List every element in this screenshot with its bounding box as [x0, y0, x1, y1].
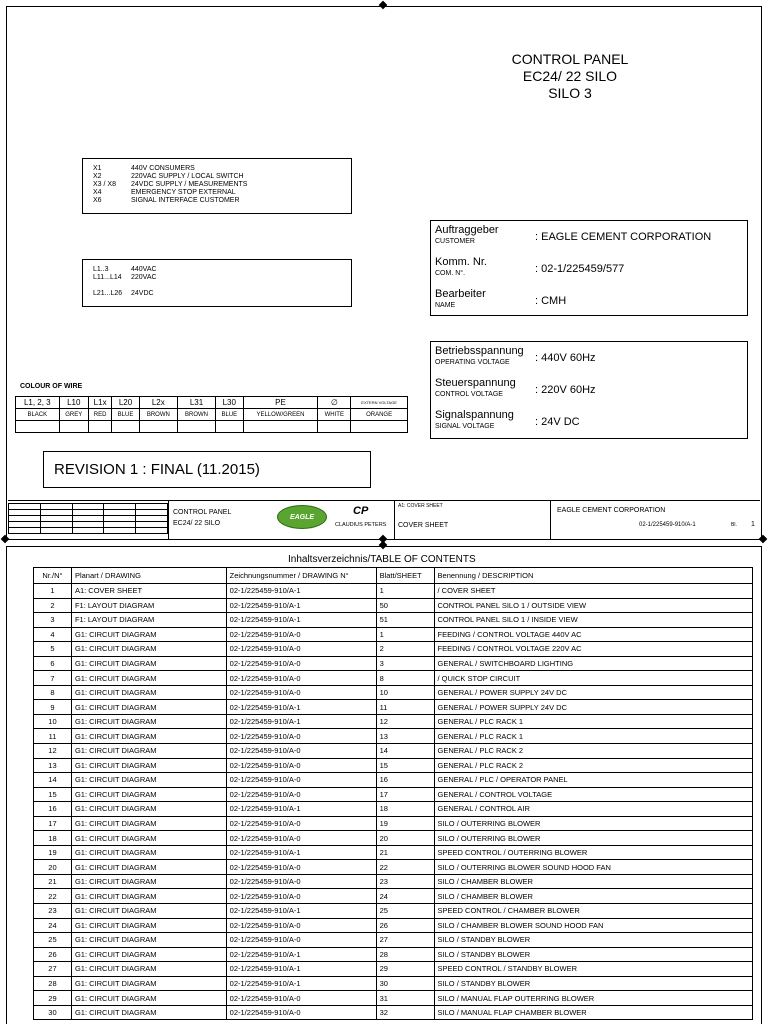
- wire-label: L20: [112, 397, 139, 409]
- toc-description: SILO / CHAMBER BLOWER: [434, 874, 752, 889]
- terminal-row: [93, 173, 247, 181]
- toc-description: GENERAL / PLC RACK 1: [434, 729, 752, 744]
- toc-number: 16: [34, 802, 72, 817]
- table-row: [34, 947, 753, 962]
- toc-number: 8: [34, 685, 72, 700]
- wire-label: L1, 2, 3: [16, 397, 60, 409]
- toc-sheet: 3: [376, 656, 434, 671]
- toc-sheet: 23: [376, 874, 434, 889]
- toc-drawing-number: 02-1/225459-910/A-1: [226, 598, 376, 613]
- toc-drawing-number: 02-1/225459-910/A-0: [226, 991, 376, 1006]
- toc-sheet: 13: [376, 729, 434, 744]
- toc-number: 24: [34, 918, 72, 933]
- wire-colour: BLACK: [16, 409, 60, 421]
- toc-drawing-type: G1: CIRCUIT DIAGRAM: [71, 773, 226, 788]
- toc-description: SILO / CHAMBER BLOWER SOUND HOOD FAN: [434, 918, 752, 933]
- toc-sheet: 29: [376, 962, 434, 977]
- table-row: [34, 802, 753, 817]
- toc-drawing-number: 02-1/225459-910/A-1: [226, 947, 376, 962]
- toc-drawing-number: 02-1/225459-910/A-0: [226, 816, 376, 831]
- toc-drawing-number: 02-1/225459-910/A-0: [226, 933, 376, 948]
- toc-drawing-number: 02-1/225459-910/A-0: [226, 787, 376, 802]
- toc-description: SILO / STANDBY BLOWER: [434, 947, 752, 962]
- table-row: [34, 613, 753, 628]
- toc-description: GENERAL / PLC RACK 2: [434, 744, 752, 759]
- toc-description: GENERAL / CONTROL AIR: [434, 802, 752, 817]
- revision-box: [43, 451, 371, 488]
- table-row: [34, 874, 753, 889]
- table-row: [34, 976, 753, 991]
- wire-colour: GREY: [59, 409, 88, 421]
- toc-drawing-number: 02-1/225459-910/A-0: [226, 874, 376, 889]
- customer-row: [431, 221, 747, 253]
- table-row: [34, 845, 753, 860]
- tb-sheet-ref: A1: COVER SHEET: [398, 503, 443, 509]
- table-row: [34, 918, 753, 933]
- toc-sheet: 24: [376, 889, 434, 904]
- toc-number: 13: [34, 758, 72, 773]
- toc-sheet: 18: [376, 802, 434, 817]
- terminal-desc: 24VDC SUPPLY / MEASUREMENTS: [131, 181, 248, 188]
- toc-drawing-number: 02-1/225459-910/A-0: [226, 627, 376, 642]
- toc-number: 9: [34, 700, 72, 715]
- toc-sheet: 30: [376, 976, 434, 991]
- toc-drawing-number: 02-1/225459-910/A-0: [226, 685, 376, 700]
- terminal-row: [93, 197, 247, 205]
- toc-drawing-type: G1: CIRCUIT DIAGRAM: [71, 671, 226, 686]
- toc-sheet: 22: [376, 860, 434, 875]
- toc-description: GENERAL / PLC RACK 2: [434, 758, 752, 773]
- terminal-desc: EMERGENCY STOP EXTERNAL: [131, 189, 236, 196]
- toc-number: 4: [34, 627, 72, 642]
- toc-drawing-number: 02-1/225459-910/A-0: [226, 1005, 376, 1020]
- toc-description: FEEDING / CONTROL VOLTAGE 440V AC: [434, 627, 752, 642]
- toc-col-header: Nr./N°: [34, 568, 72, 584]
- toc-drawing-number: 02-1/225459-910/A-1: [226, 976, 376, 991]
- wire-label: L2x: [139, 397, 177, 409]
- voltage-desc: 220VAC: [131, 274, 157, 281]
- toc-drawing-number: 02-1/225459-910/A-0: [226, 729, 376, 744]
- toc-sheet: 19: [376, 816, 434, 831]
- toc-number: 18: [34, 831, 72, 846]
- toc-sheet: 32: [376, 1005, 434, 1020]
- info-label-de: Signalspannung: [435, 409, 514, 421]
- toc-drawing-number: 02-1/225459-910/A-0: [226, 671, 376, 686]
- terminal-desc: 440V CONSUMERS: [131, 165, 195, 172]
- toc-drawing-number: 02-1/225459-910/A-1: [226, 584, 376, 599]
- terminal-code: X6: [93, 197, 102, 204]
- info-label-de: Bearbeiter: [435, 288, 486, 300]
- table-row: [34, 642, 753, 657]
- toc-description: SILO / MANUAL FLAP OUTERRING BLOWER: [434, 991, 752, 1006]
- toc-drawing-type: G1: CIRCUIT DIAGRAM: [71, 976, 226, 991]
- toc-drawing-type: G1: CIRCUIT DIAGRAM: [71, 685, 226, 700]
- toc-drawing-number: 02-1/225459-910/A-0: [226, 918, 376, 933]
- table-row: [34, 700, 753, 715]
- toc-drawing-type: G1: CIRCUIT DIAGRAM: [71, 642, 226, 657]
- toc-description: SPEED CONTROL / CHAMBER BLOWER: [434, 904, 752, 919]
- toc-sheet: 2: [376, 642, 434, 657]
- toc-header-row: [34, 568, 753, 584]
- toc-drawing-number: 02-1/225459-910/A-1: [226, 962, 376, 977]
- toc-description: GENERAL / PLC RACK 1: [434, 714, 752, 729]
- toc-drawing-number: 02-1/225459-910/A-1: [226, 700, 376, 715]
- toc-number: 15: [34, 787, 72, 802]
- wire-label: L31: [177, 397, 215, 409]
- cp-logo: CP: [353, 505, 369, 517]
- info-label-de: Steuerspannung: [435, 377, 516, 389]
- toc-sheet: 21: [376, 845, 434, 860]
- tb-sheet-no: 1: [751, 521, 755, 528]
- voltage-code: L11...L14: [93, 274, 122, 281]
- info-label-en: NAME: [435, 302, 456, 309]
- tb-customer: EAGLE CEMENT CORPORATION: [557, 507, 666, 514]
- panel-title: [500, 51, 640, 102]
- toc-drawing-number: 02-1/225459-910/A-0: [226, 860, 376, 875]
- toc-col-header: Zeichnungsnummer / DRAWING N°: [226, 568, 376, 584]
- toc-number: 5: [34, 642, 72, 657]
- toc-drawing-number: 02-1/225459-910/A-1: [226, 845, 376, 860]
- toc-drawing-number: 02-1/225459-910/A-0: [226, 889, 376, 904]
- revision-text: REVISION 1 : FINAL (11.2015): [54, 461, 260, 478]
- toc-number: 3: [34, 613, 72, 628]
- wire-label: EXTERN VOLTAGE: [351, 397, 408, 409]
- terminal-code: X3 / X8: [93, 181, 116, 188]
- voltage-desc: 440VAC: [131, 266, 157, 273]
- toc-drawing-type: G1: CIRCUIT DIAGRAM: [71, 816, 226, 831]
- info-label-en: COM. N°.: [435, 270, 466, 277]
- toc-number: 12: [34, 744, 72, 759]
- info-label-de: Betriebsspannung: [435, 345, 524, 357]
- toc-drawing-type: G1: CIRCUIT DIAGRAM: [71, 831, 226, 846]
- table-row: [34, 889, 753, 904]
- table-row: [34, 758, 753, 773]
- wire-colour: BLUE: [112, 409, 139, 421]
- toc-drawing-type: G1: CIRCUIT DIAGRAM: [71, 802, 226, 817]
- toc-description: SILO / STANDBY BLOWER: [434, 933, 752, 948]
- toc-drawing-number: 02-1/225459-910/A-1: [226, 714, 376, 729]
- control-voltage-row: [431, 374, 747, 406]
- terminal-desc: SIGNAL INTERFACE CUSTOMER: [131, 197, 240, 204]
- table-row: [34, 1005, 753, 1020]
- info-label-de: Komm. Nr.: [435, 256, 487, 268]
- wire-colour: BLUE: [216, 409, 243, 421]
- terminal-desc: 220VAC SUPPLY / LOCAL SWITCH: [131, 173, 244, 180]
- wire-colour: YELLOW/GREEN: [243, 409, 318, 421]
- eagle-logo-text: EAGLE: [289, 514, 315, 521]
- border-marker: [759, 535, 767, 543]
- toc-sheet: 12: [376, 714, 434, 729]
- toc-drawing-type: G1: CIRCUIT DIAGRAM: [71, 758, 226, 773]
- toc-description: SILO / OUTERRING BLOWER SOUND HOOD FAN: [434, 860, 752, 875]
- toc-number: 30: [34, 1005, 72, 1020]
- toc-drawing-type: G1: CIRCUIT DIAGRAM: [71, 889, 226, 904]
- toc-number: 23: [34, 904, 72, 919]
- voltage-row: [93, 290, 157, 298]
- terminals-box: [82, 158, 352, 214]
- info-value: : 02-1/225459/577: [535, 263, 625, 275]
- tb-panel-subtitle: EC24/ 22 SILO: [173, 520, 221, 527]
- toc-number: 2: [34, 598, 72, 613]
- toc-sheet: 10: [376, 685, 434, 700]
- title-block: [8, 500, 760, 538]
- toc-drawing-type: A1: COVER SHEET: [71, 584, 226, 599]
- toc-description: GENERAL / CONTROL VOLTAGE: [434, 787, 752, 802]
- toc-drawing-number: 02-1/225459-910/A-0: [226, 773, 376, 788]
- toc-drawing-number: 02-1/225459-910/A-0: [226, 758, 376, 773]
- toc-drawing-number: 02-1/225459-910/A-1: [226, 802, 376, 817]
- toc-sheet: 11: [376, 700, 434, 715]
- wire-label: L30: [216, 397, 243, 409]
- table-row: [34, 744, 753, 759]
- eagle-logo: [277, 505, 327, 529]
- toc-title: Inhaltsverzeichnis/TABLE OF CONTENTS: [288, 554, 476, 565]
- toc-drawing-type: F1: LAYOUT DIAGRAM: [71, 613, 226, 628]
- info-label-en: CUSTOMER: [435, 238, 475, 245]
- toc-col-header: Benennung / DESCRIPTION: [434, 568, 752, 584]
- voltage-row: [93, 266, 157, 274]
- title-block-customer: [550, 501, 760, 539]
- toc-drawing-number: 02-1/225459-910/A-0: [226, 744, 376, 759]
- toc-number: 14: [34, 773, 72, 788]
- toc-number: 6: [34, 656, 72, 671]
- toc-sheet: 25: [376, 904, 434, 919]
- toc-sheet: 51: [376, 613, 434, 628]
- panel-title-line: CONTROL PANEL: [511, 51, 629, 67]
- wire-label: L1x: [88, 397, 111, 409]
- colour-of-wire-title: COLOUR OF WIRE: [20, 383, 83, 390]
- terminals-list: [93, 165, 247, 205]
- toc-drawing-type: G1: CIRCUIT DIAGRAM: [71, 627, 226, 642]
- table-row: [34, 598, 753, 613]
- tb-sheet-name: COVER SHEET: [398, 522, 449, 529]
- toc-sheet: 17: [376, 787, 434, 802]
- terminal-row: [93, 181, 247, 189]
- toc-description: SILO / OUTERRING BLOWER: [434, 816, 752, 831]
- signal-voltage-row: [431, 406, 747, 438]
- wire-colour: RED: [88, 409, 111, 421]
- wire-label: ∅: [318, 397, 351, 409]
- toc-sheet: 31: [376, 991, 434, 1006]
- toc-drawing-type: F1: LAYOUT DIAGRAM: [71, 598, 226, 613]
- commission-row: [431, 253, 747, 285]
- info-value: : CMH: [535, 295, 567, 307]
- wire-colour: ORANGE: [351, 409, 408, 421]
- toc-sheet: 1: [376, 627, 434, 642]
- table-row: [34, 831, 753, 846]
- toc-description: SILO / CHAMBER BLOWER: [434, 889, 752, 904]
- toc-drawing-number: 02-1/225459-910/A-1: [226, 904, 376, 919]
- table-row: [34, 729, 753, 744]
- info-label-de: Auftraggeber: [435, 224, 499, 236]
- toc-number: 22: [34, 889, 72, 904]
- toc-drawing-type: G1: CIRCUIT DIAGRAM: [71, 918, 226, 933]
- toc-drawing-number: 02-1/225459-910/A-0: [226, 656, 376, 671]
- voltage-code: L1..3: [93, 266, 109, 273]
- toc-drawing-type: G1: CIRCUIT DIAGRAM: [71, 729, 226, 744]
- toc-number: 20: [34, 860, 72, 875]
- toc-drawing-type: G1: CIRCUIT DIAGRAM: [71, 947, 226, 962]
- toc-sheet: 16: [376, 773, 434, 788]
- toc-sheet: 8: [376, 671, 434, 686]
- toc-sheet: 28: [376, 947, 434, 962]
- info-label-en: OPERATING VOLTAGE: [435, 359, 510, 366]
- toc-number: 25: [34, 933, 72, 948]
- terminal-code: X1: [93, 165, 102, 172]
- table-row: [34, 904, 753, 919]
- table-row: [34, 860, 753, 875]
- toc-drawing-type: G1: CIRCUIT DIAGRAM: [71, 962, 226, 977]
- toc-description: SPEED CONTROL / STANDBY BLOWER: [434, 962, 752, 977]
- table-row: [34, 671, 753, 686]
- toc-drawing-type: G1: CIRCUIT DIAGRAM: [71, 744, 226, 759]
- title-block-panel: [168, 501, 400, 539]
- wire-label-row: [16, 397, 408, 409]
- toc-number: 10: [34, 714, 72, 729]
- table-row: [34, 584, 753, 599]
- toc-number: 26: [34, 947, 72, 962]
- toc-description: SPEED CONTROL / OUTERRING BLOWER: [434, 845, 752, 860]
- terminal-code: X4: [93, 189, 102, 196]
- toc-number: 27: [34, 962, 72, 977]
- voltage-list: [93, 266, 157, 298]
- toc-sheet: 27: [376, 933, 434, 948]
- toc-sheet: 14: [376, 744, 434, 759]
- toc-col-header: Planart / DRAWING: [71, 568, 226, 584]
- toc-drawing-type: G1: CIRCUIT DIAGRAM: [71, 845, 226, 860]
- voltage-info-box: [430, 341, 748, 439]
- wire-colour: BROWN: [139, 409, 177, 421]
- toc-drawing-type: G1: CIRCUIT DIAGRAM: [71, 991, 226, 1006]
- table-row: [34, 816, 753, 831]
- terminal-row: [93, 189, 247, 197]
- toc-drawing-type: G1: CIRCUIT DIAGRAM: [71, 933, 226, 948]
- cp-name: CLAUDIUS PETERS: [335, 522, 387, 528]
- toc-number: 7: [34, 671, 72, 686]
- operating-voltage-row: [431, 342, 747, 374]
- toc-sheet: 1: [376, 584, 434, 599]
- wire-empty-row: [16, 421, 408, 433]
- toc-description: CONTROL PANEL SILO 1 / OUTSIDE VIEW: [434, 598, 752, 613]
- wire-colour: BROWN: [177, 409, 215, 421]
- toc-drawing-type: G1: CIRCUIT DIAGRAM: [71, 860, 226, 875]
- voltage-desc: 24VDC: [131, 290, 154, 297]
- table-row: [34, 962, 753, 977]
- voltage-row: [93, 274, 157, 282]
- toc-description: / QUICK STOP CIRCUIT: [434, 671, 752, 686]
- voltage-code: L21...L26: [93, 290, 123, 297]
- toc-description: SILO / STANDBY BLOWER: [434, 976, 752, 991]
- toc-sheet: 15: [376, 758, 434, 773]
- toc-description: SILO / MANUAL FLAP CHAMBER BLOWER: [434, 1005, 752, 1020]
- colour-of-wire-table: [15, 396, 408, 433]
- terminal-row: [93, 165, 247, 173]
- toc-description: GENERAL / POWER SUPPLY 24V DC: [434, 685, 752, 700]
- toc-drawing-type: G1: CIRCUIT DIAGRAM: [71, 874, 226, 889]
- toc-drawing-type: G1: CIRCUIT DIAGRAM: [71, 1005, 226, 1020]
- info-label-en: CONTROL VOLTAGE: [435, 391, 503, 398]
- table-row: [34, 714, 753, 729]
- title-block-sheet: [394, 501, 550, 539]
- table-row: [34, 627, 753, 642]
- toc-number: 19: [34, 845, 72, 860]
- wire-colour: WHITE: [318, 409, 351, 421]
- toc-table: [33, 567, 753, 1020]
- toc-number: 21: [34, 874, 72, 889]
- toc-description: GENERAL / PLC / OPERATOR PANEL: [434, 773, 752, 788]
- toc-drawing-type: G1: CIRCUIT DIAGRAM: [71, 700, 226, 715]
- toc-description: SILO / OUTERRING BLOWER: [434, 831, 752, 846]
- toc-body: [34, 584, 753, 1020]
- toc-number: 1: [34, 584, 72, 599]
- toc-description: CONTROL PANEL SILO 1 / INSIDE VIEW: [434, 613, 752, 628]
- toc-drawing-type: G1: CIRCUIT DIAGRAM: [71, 787, 226, 802]
- toc-col-header: Blatt/SHEET: [376, 568, 434, 584]
- name-row: [431, 285, 747, 317]
- toc-description: GENERAL / POWER SUPPLY 24V DC: [434, 700, 752, 715]
- toc-number: 11: [34, 729, 72, 744]
- toc-drawing-type: G1: CIRCUIT DIAGRAM: [71, 904, 226, 919]
- toc-drawing-type: G1: CIRCUIT DIAGRAM: [71, 714, 226, 729]
- toc-drawing-number: 02-1/225459-910/A-0: [226, 831, 376, 846]
- table-row: [34, 656, 753, 671]
- tb-drawing-no: 02-1/225459-910/A-1: [639, 522, 696, 528]
- table-row: [34, 685, 753, 700]
- table-row: [34, 933, 753, 948]
- info-label-en: SIGNAL VOLTAGE: [435, 423, 495, 430]
- table-row: [34, 773, 753, 788]
- toc-sheet: 26: [376, 918, 434, 933]
- panel-title-line: SILO 3: [548, 85, 592, 101]
- wire-label: L10: [59, 397, 88, 409]
- tb-bl: Bl.: [731, 522, 737, 528]
- wire-colour-row: [16, 409, 408, 421]
- toc-number: 17: [34, 816, 72, 831]
- toc-number: 29: [34, 991, 72, 1006]
- toc-drawing-number: 02-1/225459-910/A-0: [226, 642, 376, 657]
- info-value: : 24V DC: [535, 416, 580, 428]
- terminal-code: X2: [93, 173, 102, 180]
- toc-description: GENERAL / SWITCHBOARD LIGHTING: [434, 656, 752, 671]
- info-value: : 220V 60Hz: [535, 384, 596, 396]
- title-block-revisions: [8, 503, 168, 534]
- toc-description: / COVER SHEET: [434, 584, 752, 599]
- toc-description: FEEDING / CONTROL VOLTAGE 220V AC: [434, 642, 752, 657]
- table-row: [34, 991, 753, 1006]
- customer-info-box: [430, 220, 748, 316]
- toc-drawing-number: 02-1/225459-910/A-1: [226, 613, 376, 628]
- panel-title-line: EC24/ 22 SILO: [522, 68, 618, 84]
- table-row: [34, 787, 753, 802]
- toc-sheet: 20: [376, 831, 434, 846]
- tb-panel-title: CONTROL PANEL: [173, 509, 232, 516]
- info-value: : 440V 60Hz: [535, 352, 596, 364]
- toc-sheet: 50: [376, 598, 434, 613]
- info-value: : EAGLE CEMENT CORPORATION: [535, 231, 712, 243]
- voltages-box: [82, 259, 352, 307]
- toc-number: 28: [34, 976, 72, 991]
- toc-drawing-type: G1: CIRCUIT DIAGRAM: [71, 656, 226, 671]
- wire-label: PE: [243, 397, 318, 409]
